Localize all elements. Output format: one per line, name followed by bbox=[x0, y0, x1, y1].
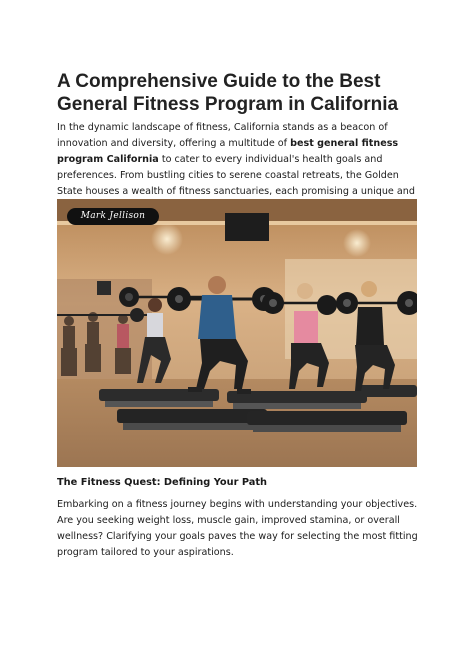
section-heading: The Fitness Quest: Defining Your Path bbox=[57, 477, 268, 488]
intro-bold-link-text: best general fitness program California bbox=[57, 137, 399, 165]
fitness-class-photo bbox=[57, 199, 417, 467]
photographer-logo: Mark Jellison bbox=[67, 208, 159, 225]
fitness-class-illustration bbox=[57, 199, 417, 467]
speaker bbox=[225, 213, 269, 241]
intro-text-part1: In the dynamic landscape of fitness, California stands as a beacon of innovation and diversity, offering a multitude of bbox=[57, 122, 388, 149]
ceiling-light bbox=[343, 229, 371, 257]
intro-text-part2: to cater to every individual's health goals and preferences. From bustling cities to serene coastal retreats, the Golden State houses a wealth of fitness sanctuaries, each promising a unique and bbox=[57, 153, 415, 197]
wall-panel bbox=[97, 281, 111, 295]
section-paragraph: Embarking on a fitness journey begins with understanding your objectives. Are you seeking weight loss, muscle gain, improved stamina, or overall wellness? Clarifying your goals paves the way for selecting the most fitting program tailored to your aspirations. bbox=[57, 499, 418, 558]
ceiling-light bbox=[151, 223, 183, 255]
article-title: A Comprehensive Guide to the Best General Fitness Program in California bbox=[57, 71, 399, 115]
